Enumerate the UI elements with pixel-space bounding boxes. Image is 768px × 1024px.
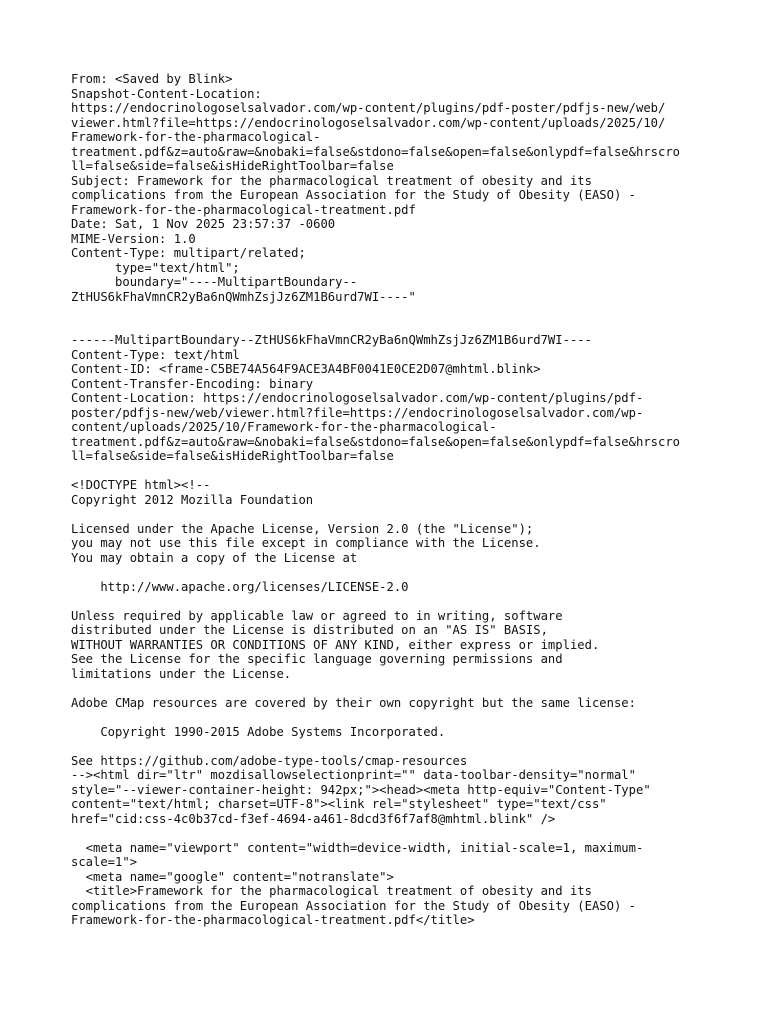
blank-line <box>71 739 711 754</box>
text-line: Copyright 2012 Mozilla Foundation <box>71 492 314 507</box>
text-line: <title>Framework for the pharmacological treatment of obesity and its <box>71 884 592 898</box>
text-line: From: <Saved by Blink> <box>71 72 233 86</box>
text-line: --><html dir="ltr" mozdisallowselectionprint="" data-toolbar-density="normal" <box>71 768 636 782</box>
text-line: complications from the European Association for the Study of Obesity (EASO) - <box>71 188 636 202</box>
blank-line <box>71 507 711 522</box>
text-line: Content-Type: multipart/related; <box>71 246 306 260</box>
text-line: Adobe CMap resources are covered by their own copyright but the same license: <box>71 695 636 710</box>
text-line: <meta name="viewport" content="width=device-width, initial-scale=1, maximum- <box>71 840 644 855</box>
text-line: <!DOCTYPE html><!-- <box>71 478 211 492</box>
text-line: Framework-for-the-pharmacological- <box>71 130 321 144</box>
text-line: limitations under the License. <box>71 666 292 681</box>
text-line: Content-Transfer-Encoding: binary <box>71 376 314 391</box>
blank-line <box>71 565 711 580</box>
text-line: type="text/html"; <box>71 260 240 275</box>
text-line: treatment.pdf&z=auto&raw=&nobaki=false&stdono=false&open=false&onlypdf=false&hrscro <box>71 434 681 449</box>
text-line: scale=1"> <box>71 855 138 869</box>
blank-line <box>71 710 711 725</box>
blank-line <box>71 464 711 479</box>
text-line: ll=false&side=false&isHideRightToolbar=false <box>71 449 394 463</box>
text-line: Copyright 1990-2015 Adobe Systems Incorporated. <box>71 724 446 739</box>
text-line: style="--viewer-container-height: 942px;"><head><meta http-equiv="Content-Type" <box>71 782 651 797</box>
text-line: poster/pdfjs-new/web/viewer.html?file=https://endocrinologoselsalvador.com/wp- <box>71 405 644 420</box>
text-line: boundary="----MultipartBoundary-- <box>71 275 358 289</box>
text-line: WITHOUT WARRANTIES OR CONDITIONS OF ANY KIND, either express or implied. <box>71 637 600 652</box>
text-line: Content-ID: <frame-C5BE74A564F9ACE3A4BF0041E0CE2D07@mhtml.blink> <box>71 362 541 376</box>
text-line: Framework-for-the-pharmacological-treatment.pdf <box>71 202 416 217</box>
text-line: You may obtain a copy of the License at <box>71 550 358 565</box>
text-line: See https://github.com/adobe-type-tools/cmap-resources <box>71 753 468 768</box>
blank-line <box>71 319 711 334</box>
text-line: href="cid:css-4c0b37cd-f3ef-4694-a461-8dcd3f6f7af8@mhtml.blink" /> <box>71 811 556 826</box>
text-line: ZtHUS6kFhaVmnCR2yBa6nQWmhZsjJz6ZM1B6urd7WI----" <box>71 289 416 304</box>
text-line: <meta name="google" content="notranslate"> <box>71 869 394 884</box>
text-line: ll=false&side=false&isHideRightToolbar=false <box>71 159 394 173</box>
text-line: viewer.html?file=https://endocrinologoselsalvador.com/wp-content/uploads/2025/10/ <box>71 115 666 130</box>
text-line: See the License for the specific language governing permissions and <box>71 652 563 666</box>
text-line: Subject: Framework for the pharmacological treatment of obesity and its <box>71 173 592 188</box>
text-line: http://www.apache.org/licenses/LICENSE-2.0 <box>71 579 409 594</box>
blank-line <box>71 826 711 841</box>
mhtml-source-text <box>71 72 711 928</box>
text-line: treatment.pdf&z=auto&raw=&nobaki=false&stdono=false&open=false&onlypdf=false&hrscro <box>71 144 681 159</box>
text-line: Snapshot-Content-Location: <box>71 86 262 101</box>
text-line: content/uploads/2025/10/Framework-for-the-pharmacological- <box>71 420 497 434</box>
text-line: ------MultipartBoundary--ZtHUS6kFhaVmnCR2yBa6nQWmhZsjJz6ZM1B6urd7WI---- <box>71 333 592 347</box>
blank-line <box>71 681 711 696</box>
text-line: Content-Type: text/html <box>71 347 240 362</box>
text-line: distributed under the License is distributed on an "AS IS" BASIS, <box>71 623 548 637</box>
text-line: https://endocrinologoselsalvador.com/wp-content/plugins/pdf-poster/pdfjs-new/web/ <box>71 101 666 115</box>
text-line: Licensed under the Apache License, Version 2.0 (the "License"); <box>71 521 534 536</box>
text-line: Content-Location: https://endocrinologoselsalvador.com/wp-content/plugins/pdf- <box>71 391 644 405</box>
text-line: content="text/html; charset=UTF-8"><link rel="stylesheet" type="text/css" <box>71 797 607 811</box>
text-line: Date: Sat, 1 Nov 2025 23:57:37 -0600 <box>71 217 336 231</box>
text-line: you may not use this file except in compliance with the License. <box>71 536 541 550</box>
text-line: MIME-Version: 1.0 <box>71 231 196 246</box>
blank-line <box>71 304 711 319</box>
text-line: Unless required by applicable law or agreed to in writing, software <box>71 608 563 623</box>
blank-line <box>71 594 711 609</box>
text-line: Framework-for-the-pharmacological-treatment.pdf</title> <box>71 913 475 927</box>
text-line: complications from the European Association for the Study of Obesity (EASO) - <box>71 898 636 913</box>
